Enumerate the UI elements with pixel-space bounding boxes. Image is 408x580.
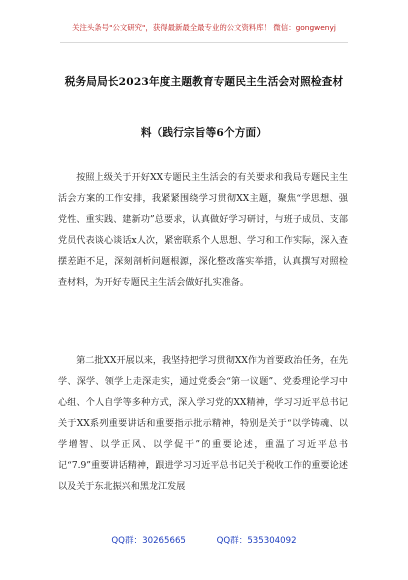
body-paragraph-1: 按照上级关于开好XX专题民主生活会的有关要求和我局专题民主生活会方案的工作安排，我紧紧围绕学习贯彻XX主题，聚焦“学思想、强党性、重实践、建新功”总要求，认真做好学习研讨，与班子成员、支部党员代表谈心谈话x人次，紧密联系个人思想、学习和工作实际，深入查摆差距不足，深刻剖析问题根源，深化整改落实举措，认真撰写对照检查材料，为开好专题民主生活会做好扎实准备。 <box>58 173 348 288</box>
header-divider <box>60 42 348 43</box>
body-paragraph-2: 第二批XX开展以来，我坚持把学习贯彻XX作为首要政治任务，在先学、深学、领学上走深走实，通过党委会“第一议题”、党委理论学习中心组、个人自学等多种方式，深入学习党的XX精神，学习习近平总书记关于XX系列重要讲话和重要指示批示精神，特别是关于“以学铸魂、以学增智、以学正风、以学促干”的重要论述，重温了习近平总书记“7.9”重要讲话精神，跟进学习习近平总书记关于税收工作的重要论述以及关于东北振兴和黑龙江发展 <box>58 356 348 492</box>
footer-qq-groups <box>0 534 408 546</box>
document-title-line-2: 料（践行宗旨等6个方面） <box>140 127 268 139</box>
header-promo-note: 关注头条号"公文研究"，获得最新最全最专业的公文资料库！ 微信：gongwenyj <box>72 23 336 32</box>
document-title-line-1: 税务局局长2023年度主题教育专题民主生活会对照检查材 <box>64 76 344 88</box>
footer-qq-group-2: QQ群：535304092 <box>216 536 297 546</box>
footer-qq-group-1: QQ群：30265665 <box>111 536 186 546</box>
